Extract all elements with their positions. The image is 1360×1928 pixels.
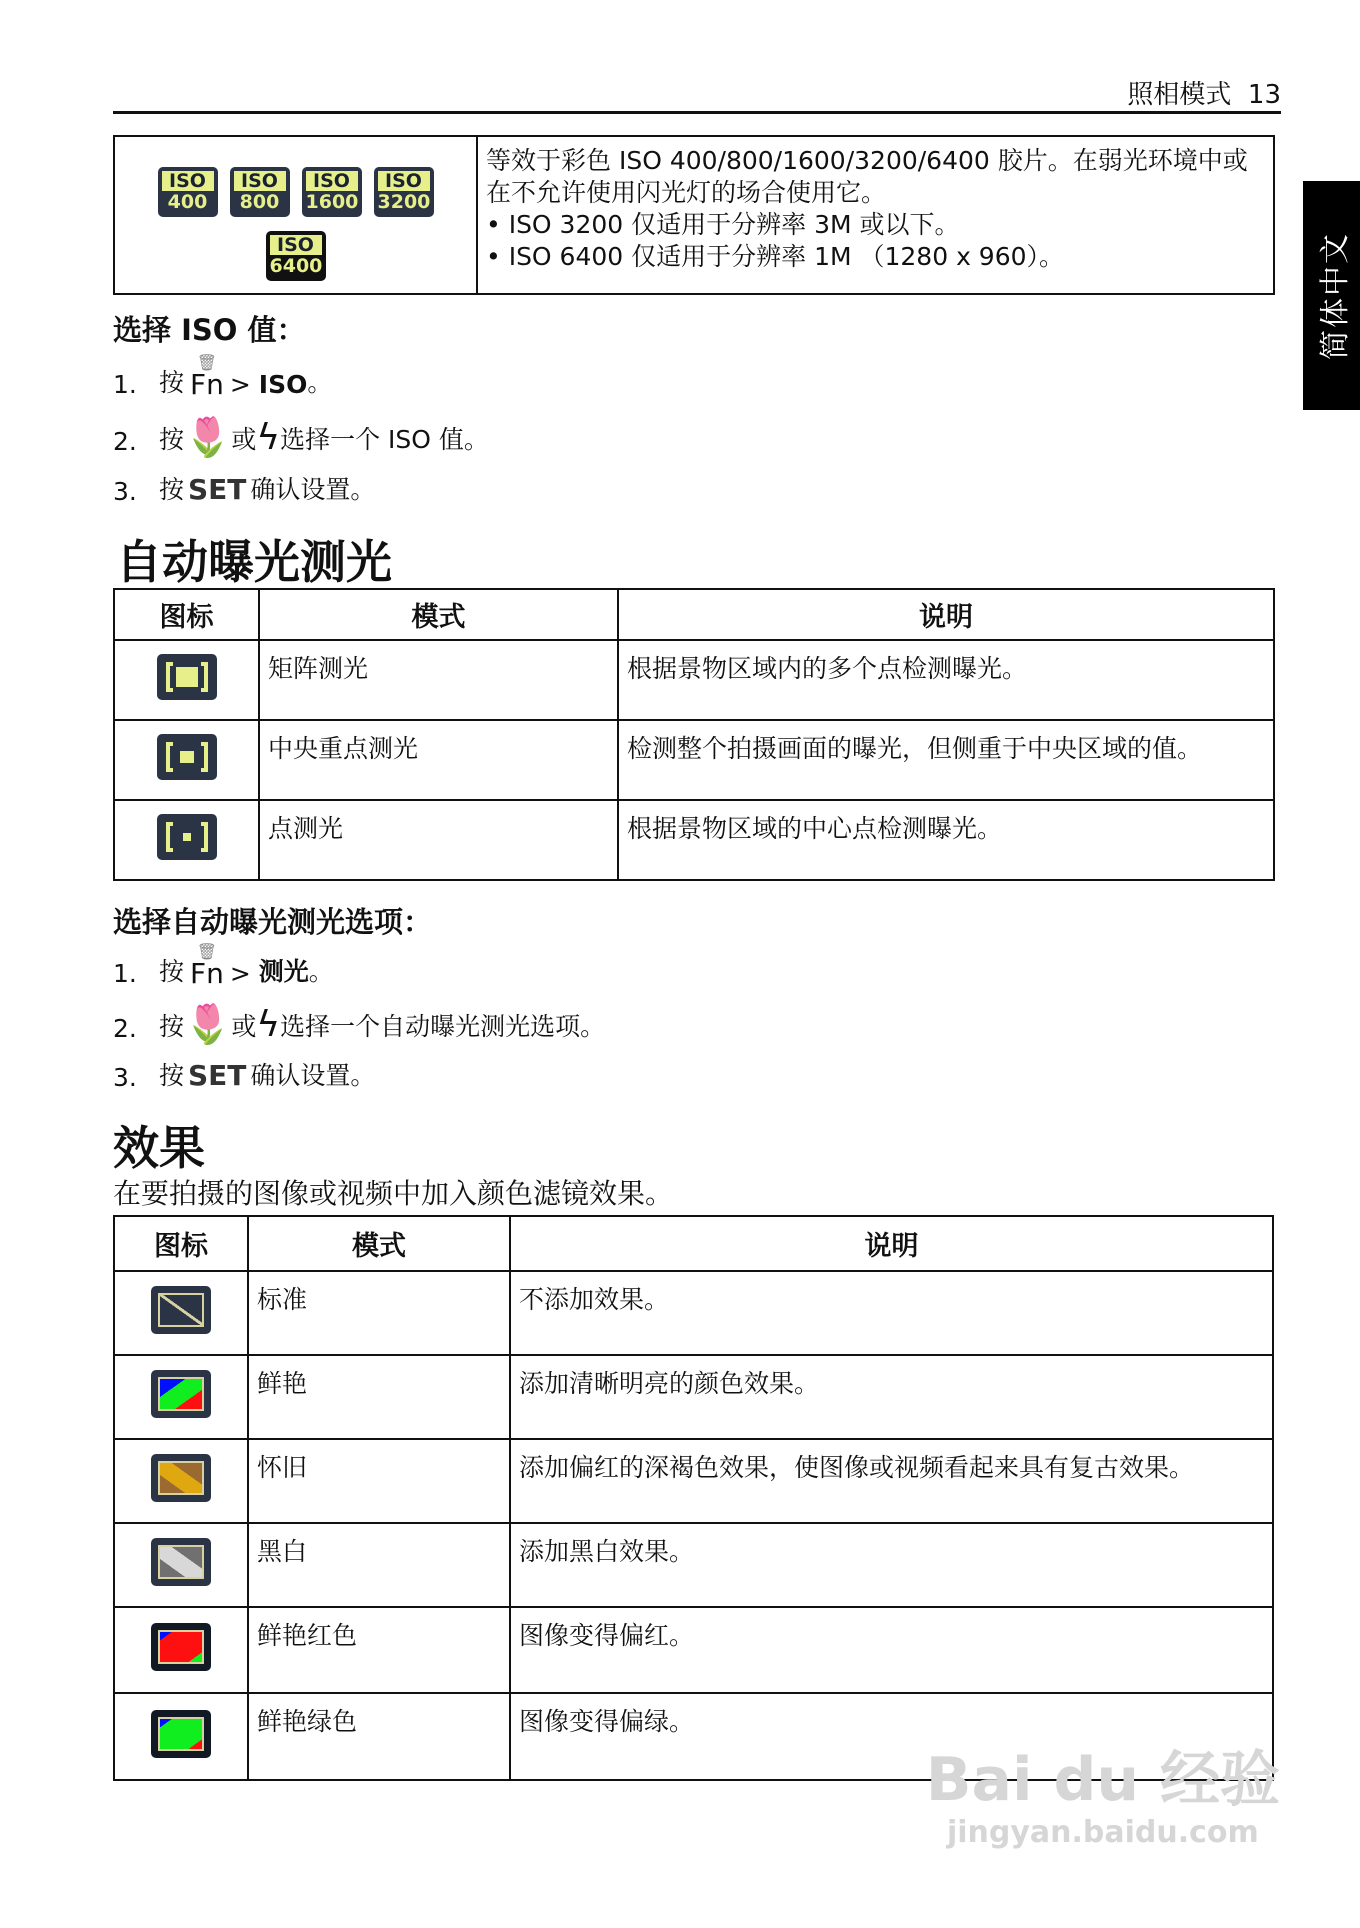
iso-step-2: 2. 按 🌷 或 ϟ 选择一个 ISO 值。 bbox=[113, 415, 489, 459]
spot-metering-icon bbox=[157, 814, 217, 860]
metering-step-3: 3. 按 SET 确认设置。 bbox=[113, 1059, 376, 1092]
table-row: 标准 不添加效果。 bbox=[114, 1271, 1273, 1355]
table-row: 鲜艳红色 图像变得偏红。 bbox=[114, 1607, 1273, 1693]
language-tab: 简体中文 bbox=[1303, 181, 1360, 410]
iso-step-1: 1. 按 🗑 Fn > ISO 。 bbox=[113, 353, 333, 401]
page-header bbox=[1127, 74, 1281, 111]
fn-button-icon: 🗑 Fn bbox=[190, 353, 224, 401]
effect-bw-icon bbox=[151, 1538, 211, 1586]
table-row: 点测光 根据景物区域的中心点检测曝光。 bbox=[114, 800, 1274, 880]
iso-6400-icon: ISO 6400 bbox=[266, 231, 326, 281]
metering-step-1: 1. 按 🗑 Fn > 测光 。 bbox=[113, 942, 334, 990]
center-weighted-icon bbox=[157, 734, 217, 780]
flash-down-icon: ϟ bbox=[256, 417, 281, 458]
metering-table: 图标 模式 说明 矩阵测光 根据景物区域内的多个点检测曝光。 中央重点测光 检测整个拍摄画面的曝光，但侧重于中央区域的值。 点测光 根据景物区域的中心点检测曝光。 bbox=[113, 588, 1275, 881]
iso-icons-cell bbox=[114, 136, 477, 294]
table-row: 鲜艳绿色 图像变得偏绿。 bbox=[114, 1693, 1273, 1780]
table-row: 怀旧 添加偏红的深褐色效果，使图像或视频看起来具有复古效果。 bbox=[114, 1439, 1273, 1523]
macro-flower-icon: 🌷 bbox=[184, 1002, 232, 1046]
metering-title: 自动曝光测光 bbox=[116, 535, 392, 589]
iso-table bbox=[113, 135, 1275, 295]
metering-steps-title: 选择自动曝光测光选项： bbox=[113, 905, 433, 939]
effect-vivid-icon bbox=[151, 1370, 211, 1418]
metering-step-2: 2. 按 🌷 或 ϟ 选择一个自动曝光测光选项。 bbox=[113, 1002, 606, 1046]
effect-normal-icon bbox=[151, 1286, 211, 1334]
iso-steps-title: 选择 ISO 值： bbox=[113, 313, 306, 347]
iso-800-icon: ISO 800 bbox=[230, 167, 290, 217]
section-title: 照相模式 bbox=[1127, 80, 1232, 110]
iso-description: 等效于彩色 ISO 400/800/1600/3200/6400 胶片。在弱光环境中或在不允许使用闪光灯的场合使用它。 • ISO 3200 仅适用于分辨率 3M 或以下。 • ISO 6400 仅适用于分辨率 1M （1280 x 960）。 bbox=[477, 136, 1274, 294]
iso-step-3: 3. 按 SET 确认设置。 bbox=[113, 473, 376, 506]
effect-vivid-green-icon bbox=[151, 1710, 211, 1758]
effect-vivid-red-icon bbox=[151, 1623, 211, 1671]
effects-title: 效果 bbox=[113, 1121, 205, 1175]
matrix-metering-icon bbox=[157, 654, 217, 700]
effects-table: 图标 模式 说明 标准 不添加效果。 鲜艳 添加清晰明亮的颜色效果。 怀旧 添加偏红的深褐色效果，使图像或视频看起来具有复古效果。 黑白 添加黑白效果。 鲜艳红色 图像变得偏红。 鲜艳绿色 图像变得偏绿。 bbox=[113, 1215, 1274, 1781]
table-row: 中央重点测光 检测整个拍摄画面的曝光，但侧重于中央区域的值。 bbox=[114, 720, 1274, 800]
effect-sepia-icon bbox=[151, 1454, 211, 1502]
table-row: 矩阵测光 根据景物区域内的多个点检测曝光。 bbox=[114, 640, 1274, 720]
header-rule bbox=[113, 111, 1281, 114]
iso-400-icon: ISO 400 bbox=[158, 167, 218, 217]
iso-3200-icon: ISO 3200 bbox=[374, 167, 434, 217]
table-row: 鲜艳 添加清晰明亮的颜色效果。 bbox=[114, 1355, 1273, 1439]
table-row: 黑白 添加黑白效果。 bbox=[114, 1523, 1273, 1607]
fn-button-icon: 🗑 Fn bbox=[190, 942, 224, 990]
effects-subtitle: 在要拍摄的图像或视频中加入颜色滤镜效果。 bbox=[113, 1177, 674, 1210]
flash-down-icon: ϟ bbox=[256, 1004, 281, 1045]
baidu-watermark: Bai du 经验 jingyan.baidu.com bbox=[925, 1745, 1280, 1850]
iso-1600-icon: ISO 1600 bbox=[302, 167, 362, 217]
page-number: 13 bbox=[1247, 80, 1281, 110]
macro-flower-icon: 🌷 bbox=[184, 415, 232, 459]
